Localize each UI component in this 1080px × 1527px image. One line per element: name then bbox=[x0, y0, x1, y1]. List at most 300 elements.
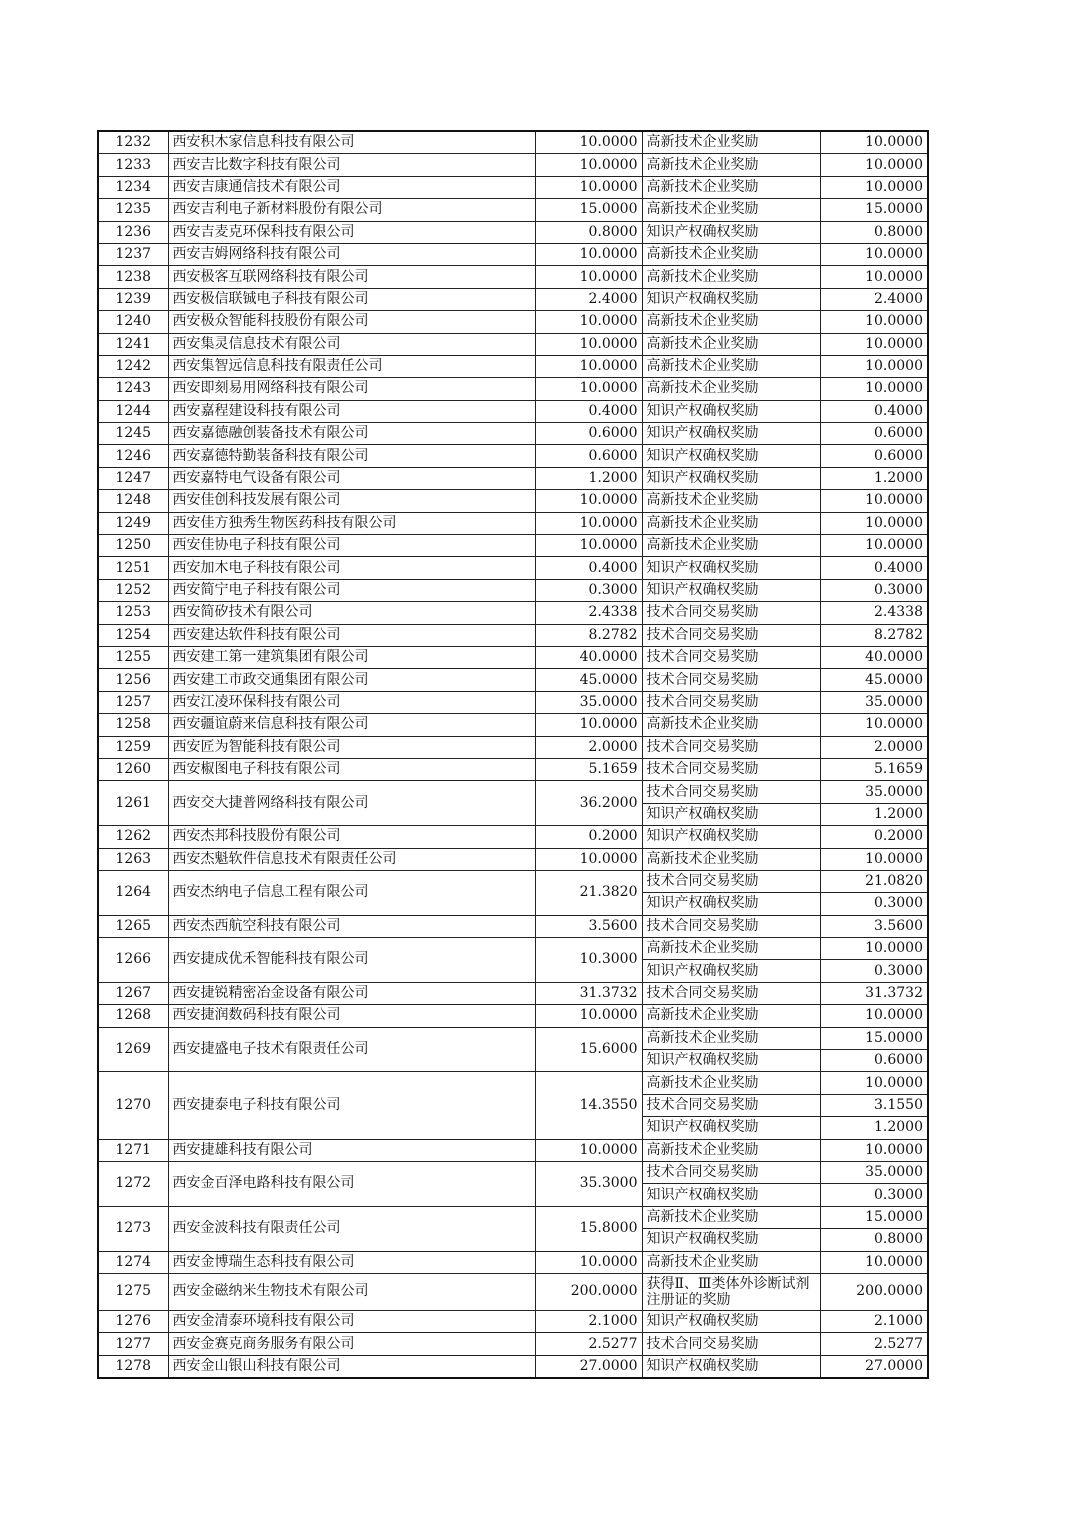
company-name: 西安极众智能科技股份有限公司 bbox=[168, 311, 535, 333]
award-amount: 200.0000 bbox=[820, 1273, 928, 1310]
award-type: 高新技术企业奖励 bbox=[642, 535, 820, 557]
award-type: 技术合同交易奖励 bbox=[642, 1161, 820, 1183]
table-row bbox=[98, 333, 928, 355]
row-number: 1265 bbox=[98, 915, 168, 937]
award-type: 高新技术企业奖励 bbox=[642, 490, 820, 512]
award-type: 高新技术企业奖励 bbox=[642, 199, 820, 221]
award-type: 知识产权确权奖励 bbox=[642, 557, 820, 579]
award-amount: 2.1000 bbox=[820, 1310, 928, 1332]
award-amount: 5.1659 bbox=[820, 758, 928, 780]
company-name: 西安杰邦科技股份有限公司 bbox=[168, 826, 535, 848]
award-amount: 35.0000 bbox=[820, 1161, 928, 1183]
award-amount: 10.0000 bbox=[820, 1139, 928, 1161]
award-amount: 10.0000 bbox=[820, 1251, 928, 1273]
company-name: 西安极信联铖电子科技有限公司 bbox=[168, 288, 535, 310]
award-type: 技术合同交易奖励 bbox=[642, 691, 820, 713]
row-number: 1276 bbox=[98, 1310, 168, 1332]
award-amount: 10.0000 bbox=[820, 490, 928, 512]
table-row bbox=[98, 579, 928, 601]
award-type: 技术合同交易奖励 bbox=[642, 1094, 820, 1116]
row-number: 1259 bbox=[98, 736, 168, 758]
company-name: 西安捷润数码科技有限公司 bbox=[168, 1005, 535, 1027]
award-amount: 0.6000 bbox=[820, 1050, 928, 1072]
company-name: 西安金磁纳米生物技术有限公司 bbox=[168, 1273, 535, 1310]
award-amount: 1.2000 bbox=[820, 467, 928, 489]
award-type: 高新技术企业奖励 bbox=[642, 848, 820, 870]
total-amount: 36.2000 bbox=[535, 781, 642, 826]
award-type: 技术合同交易奖励 bbox=[642, 624, 820, 646]
total-amount: 0.6000 bbox=[535, 445, 642, 467]
company-name: 西安建工第一建筑集团有限公司 bbox=[168, 646, 535, 668]
total-amount: 2.0000 bbox=[535, 736, 642, 758]
award-type: 知识产权确权奖励 bbox=[642, 803, 820, 825]
total-amount: 3.5600 bbox=[535, 915, 642, 937]
total-amount: 2.4000 bbox=[535, 288, 642, 310]
award-type: 知识产权确权奖励 bbox=[642, 893, 820, 915]
table-row bbox=[98, 826, 928, 848]
award-amount: 21.0820 bbox=[820, 870, 928, 892]
company-name: 西安杰魁软件信息技术有限责任公司 bbox=[168, 848, 535, 870]
award-amount: 3.1550 bbox=[820, 1094, 928, 1116]
total-amount: 2.5277 bbox=[535, 1333, 642, 1355]
table-row bbox=[98, 400, 928, 422]
table-row bbox=[98, 624, 928, 646]
award-type: 高新技术企业奖励 bbox=[642, 131, 820, 154]
row-number: 1233 bbox=[98, 154, 168, 176]
award-type: 高新技术企业奖励 bbox=[642, 1251, 820, 1273]
award-amount: 0.3000 bbox=[820, 579, 928, 601]
company-name: 西安嘉德融创装备技术有限公司 bbox=[168, 423, 535, 445]
company-name: 西安匠为智能科技有限公司 bbox=[168, 736, 535, 758]
table-row bbox=[98, 1206, 928, 1228]
award-amount: 15.0000 bbox=[820, 1206, 928, 1228]
row-number: 1260 bbox=[98, 758, 168, 780]
award-type: 知识产权确权奖励 bbox=[642, 579, 820, 601]
total-amount: 35.0000 bbox=[535, 691, 642, 713]
row-number: 1278 bbox=[98, 1355, 168, 1378]
award-amount: 10.0000 bbox=[820, 131, 928, 154]
table-row bbox=[98, 378, 928, 400]
company-name: 西安江凌环保科技有限公司 bbox=[168, 691, 535, 713]
company-name: 西安金清泰环境科技有限公司 bbox=[168, 1310, 535, 1332]
company-name: 西安吉利电子新材料股份有限公司 bbox=[168, 199, 535, 221]
company-name: 西安建工市政交通集团有限公司 bbox=[168, 669, 535, 691]
award-type: 技术合同交易奖励 bbox=[642, 602, 820, 624]
award-amount: 0.2000 bbox=[820, 826, 928, 848]
award-amount: 0.8000 bbox=[820, 221, 928, 243]
award-type: 技术合同交易奖励 bbox=[642, 758, 820, 780]
company-name: 西安集灵信息技术有限公司 bbox=[168, 333, 535, 355]
award-amount: 0.3000 bbox=[820, 893, 928, 915]
total-amount: 0.4000 bbox=[535, 557, 642, 579]
award-type: 技术合同交易奖励 bbox=[642, 646, 820, 668]
total-amount: 10.0000 bbox=[535, 311, 642, 333]
total-amount: 10.0000 bbox=[535, 1139, 642, 1161]
row-number: 1238 bbox=[98, 266, 168, 288]
row-number: 1237 bbox=[98, 243, 168, 265]
award-type: 技术合同交易奖励 bbox=[642, 870, 820, 892]
table-row bbox=[98, 1072, 928, 1094]
award-amount: 40.0000 bbox=[820, 646, 928, 668]
table-row bbox=[98, 870, 928, 892]
total-amount: 10.0000 bbox=[535, 1251, 642, 1273]
total-amount: 200.0000 bbox=[535, 1273, 642, 1310]
award-type: 知识产权确权奖励 bbox=[642, 1184, 820, 1206]
award-amount: 10.0000 bbox=[820, 535, 928, 557]
company-name: 西安吉麦克环保科技有限公司 bbox=[168, 221, 535, 243]
table-row bbox=[98, 1027, 928, 1049]
award-type: 高新技术企业奖励 bbox=[642, 1206, 820, 1228]
company-name: 西安吉康通信技术有限公司 bbox=[168, 176, 535, 198]
total-amount: 0.8000 bbox=[535, 221, 642, 243]
table-row bbox=[98, 1355, 928, 1378]
award-amount: 35.0000 bbox=[820, 691, 928, 713]
table-row bbox=[98, 490, 928, 512]
row-number: 1256 bbox=[98, 669, 168, 691]
table-row bbox=[98, 154, 928, 176]
award-amount: 0.3000 bbox=[820, 1184, 928, 1206]
row-number: 1234 bbox=[98, 176, 168, 198]
total-amount: 10.3000 bbox=[535, 938, 642, 983]
total-amount: 27.0000 bbox=[535, 1355, 642, 1378]
table-row bbox=[98, 669, 928, 691]
table-row bbox=[98, 1139, 928, 1161]
total-amount: 2.1000 bbox=[535, 1310, 642, 1332]
company-name: 西安捷锐精密冶金设备有限公司 bbox=[168, 982, 535, 1004]
award-amount: 10.0000 bbox=[820, 176, 928, 198]
award-table bbox=[97, 130, 929, 1379]
company-name: 西安佳创科技发展有限公司 bbox=[168, 490, 535, 512]
row-number: 1254 bbox=[98, 624, 168, 646]
award-type: 技术合同交易奖励 bbox=[642, 736, 820, 758]
award-type: 知识产权确权奖励 bbox=[642, 1355, 820, 1378]
table-row bbox=[98, 1333, 928, 1355]
award-type: 高新技术企业奖励 bbox=[642, 154, 820, 176]
total-amount: 8.2782 bbox=[535, 624, 642, 646]
row-number: 1266 bbox=[98, 938, 168, 983]
row-number: 1257 bbox=[98, 691, 168, 713]
total-amount: 10.0000 bbox=[535, 266, 642, 288]
award-type: 知识产权确权奖励 bbox=[642, 1310, 820, 1332]
total-amount: 0.3000 bbox=[535, 579, 642, 601]
total-amount: 21.3820 bbox=[535, 870, 642, 915]
table-row bbox=[98, 1251, 928, 1273]
award-amount: 2.5277 bbox=[820, 1333, 928, 1355]
company-name: 西安疆谊蔚来信息科技有限公司 bbox=[168, 714, 535, 736]
table-row bbox=[98, 311, 928, 333]
award-amount: 45.0000 bbox=[820, 669, 928, 691]
total-amount: 0.4000 bbox=[535, 400, 642, 422]
table-row bbox=[98, 176, 928, 198]
total-amount: 10.0000 bbox=[535, 131, 642, 154]
table-row bbox=[98, 288, 928, 310]
table-row bbox=[98, 199, 928, 221]
row-number: 1277 bbox=[98, 1333, 168, 1355]
company-name: 西安金赛克商务服务有限公司 bbox=[168, 1333, 535, 1355]
row-number: 1250 bbox=[98, 535, 168, 557]
award-amount: 10.0000 bbox=[820, 355, 928, 377]
award-type: 高新技术企业奖励 bbox=[642, 1072, 820, 1094]
company-name: 西安建达软件科技有限公司 bbox=[168, 624, 535, 646]
award-type: 高新技术企业奖励 bbox=[642, 512, 820, 534]
row-number: 1240 bbox=[98, 311, 168, 333]
company-name: 西安杰西航空科技有限公司 bbox=[168, 915, 535, 937]
company-name: 西安吉姆网络科技有限公司 bbox=[168, 243, 535, 265]
company-name: 西安加木电子科技有限公司 bbox=[168, 557, 535, 579]
row-number: 1247 bbox=[98, 467, 168, 489]
company-name: 西安金山银山科技有限公司 bbox=[168, 1355, 535, 1378]
total-amount: 35.3000 bbox=[535, 1161, 642, 1206]
award-amount: 31.3732 bbox=[820, 982, 928, 1004]
award-type: 高新技术企业奖励 bbox=[642, 311, 820, 333]
row-number: 1275 bbox=[98, 1273, 168, 1310]
row-number: 1272 bbox=[98, 1161, 168, 1206]
award-type: 技术合同交易奖励 bbox=[642, 669, 820, 691]
award-type: 高新技术企业奖励 bbox=[642, 243, 820, 265]
row-number: 1244 bbox=[98, 400, 168, 422]
award-amount: 10.0000 bbox=[820, 154, 928, 176]
award-type: 高新技术企业奖励 bbox=[642, 1139, 820, 1161]
company-name: 西安集智远信息科技有限责任公司 bbox=[168, 355, 535, 377]
award-amount: 10.0000 bbox=[820, 378, 928, 400]
company-name: 西安捷成优禾智能科技有限公司 bbox=[168, 938, 535, 983]
award-type: 获得Ⅱ、Ⅲ类体外诊断试剂注册证的奖励 bbox=[642, 1273, 820, 1310]
total-amount: 10.0000 bbox=[535, 490, 642, 512]
award-type: 知识产权确权奖励 bbox=[642, 1050, 820, 1072]
row-number: 1243 bbox=[98, 378, 168, 400]
company-name: 西安捷泰电子科技有限公司 bbox=[168, 1072, 535, 1139]
table-row bbox=[98, 467, 928, 489]
award-type: 高新技术企业奖励 bbox=[642, 1005, 820, 1027]
award-amount: 10.0000 bbox=[820, 512, 928, 534]
award-type: 知识产权确权奖励 bbox=[642, 1117, 820, 1139]
award-amount: 10.0000 bbox=[820, 243, 928, 265]
total-amount: 10.0000 bbox=[535, 848, 642, 870]
total-amount: 10.0000 bbox=[535, 154, 642, 176]
table-row bbox=[98, 646, 928, 668]
row-number: 1262 bbox=[98, 826, 168, 848]
total-amount: 15.0000 bbox=[535, 199, 642, 221]
award-type: 高新技术企业奖励 bbox=[642, 714, 820, 736]
table-row bbox=[98, 1005, 928, 1027]
company-name: 西安即刻易用网络科技有限公司 bbox=[168, 378, 535, 400]
row-number: 1252 bbox=[98, 579, 168, 601]
table-row bbox=[98, 266, 928, 288]
award-amount: 0.4000 bbox=[820, 400, 928, 422]
award-type: 知识产权确权奖励 bbox=[642, 445, 820, 467]
award-amount: 10.0000 bbox=[820, 1005, 928, 1027]
table-row bbox=[98, 938, 928, 960]
award-type: 高新技术企业奖励 bbox=[642, 378, 820, 400]
award-type: 知识产权确权奖励 bbox=[642, 826, 820, 848]
total-amount: 40.0000 bbox=[535, 646, 642, 668]
table-row bbox=[98, 355, 928, 377]
company-name: 西安金波科技有限责任公司 bbox=[168, 1206, 535, 1251]
award-amount: 10.0000 bbox=[820, 1072, 928, 1094]
company-name: 西安嘉特电气设备有限公司 bbox=[168, 467, 535, 489]
award-amount: 15.0000 bbox=[820, 1027, 928, 1049]
table-row bbox=[98, 714, 928, 736]
row-number: 1273 bbox=[98, 1206, 168, 1251]
total-amount: 0.6000 bbox=[535, 423, 642, 445]
award-amount: 8.2782 bbox=[820, 624, 928, 646]
award-amount: 0.8000 bbox=[820, 1229, 928, 1251]
row-number: 1239 bbox=[98, 288, 168, 310]
total-amount: 10.0000 bbox=[535, 355, 642, 377]
company-name: 西安佳协电子科技有限公司 bbox=[168, 535, 535, 557]
award-type: 技术合同交易奖励 bbox=[642, 982, 820, 1004]
award-amount: 35.0000 bbox=[820, 781, 928, 803]
company-name: 西安嘉程建设科技有限公司 bbox=[168, 400, 535, 422]
total-amount: 10.0000 bbox=[535, 512, 642, 534]
company-name: 西安吉比数字科技有限公司 bbox=[168, 154, 535, 176]
table-row bbox=[98, 691, 928, 713]
row-number: 1253 bbox=[98, 602, 168, 624]
table-row bbox=[98, 982, 928, 1004]
company-name: 西安极客互联网络科技有限公司 bbox=[168, 266, 535, 288]
award-amount: 10.0000 bbox=[820, 266, 928, 288]
award-type: 高新技术企业奖励 bbox=[642, 333, 820, 355]
award-amount: 10.0000 bbox=[820, 333, 928, 355]
award-amount: 10.0000 bbox=[820, 311, 928, 333]
company-name: 西安佳方独秀生物医药科技有限公司 bbox=[168, 512, 535, 534]
row-number: 1248 bbox=[98, 490, 168, 512]
table-row bbox=[98, 557, 928, 579]
row-number: 1263 bbox=[98, 848, 168, 870]
award-amount: 0.3000 bbox=[820, 960, 928, 982]
total-amount: 45.0000 bbox=[535, 669, 642, 691]
total-amount: 2.4338 bbox=[535, 602, 642, 624]
row-number: 1246 bbox=[98, 445, 168, 467]
total-amount: 15.6000 bbox=[535, 1027, 642, 1072]
award-amount: 15.0000 bbox=[820, 199, 928, 221]
row-number: 1251 bbox=[98, 557, 168, 579]
award-type: 知识产权确权奖励 bbox=[642, 960, 820, 982]
award-type: 知识产权确权奖励 bbox=[642, 423, 820, 445]
total-amount: 10.0000 bbox=[535, 378, 642, 400]
table-row bbox=[98, 535, 928, 557]
company-name: 西安金博瑞生态科技有限公司 bbox=[168, 1251, 535, 1273]
row-number: 1245 bbox=[98, 423, 168, 445]
company-name: 西安交大捷普网络科技有限公司 bbox=[168, 781, 535, 826]
table-row bbox=[98, 1310, 928, 1332]
row-number: 1269 bbox=[98, 1027, 168, 1072]
award-amount: 2.0000 bbox=[820, 736, 928, 758]
row-number: 1235 bbox=[98, 199, 168, 221]
total-amount: 15.8000 bbox=[535, 1206, 642, 1251]
row-number: 1255 bbox=[98, 646, 168, 668]
row-number: 1270 bbox=[98, 1072, 168, 1139]
total-amount: 10.0000 bbox=[535, 176, 642, 198]
award-table-body bbox=[98, 131, 928, 1378]
total-amount: 1.2000 bbox=[535, 467, 642, 489]
company-name: 西安嘉德特勤装备科技有限公司 bbox=[168, 445, 535, 467]
total-amount: 10.0000 bbox=[535, 333, 642, 355]
table-row bbox=[98, 848, 928, 870]
award-type: 知识产权确权奖励 bbox=[642, 400, 820, 422]
company-name: 西安金百泽电路科技有限公司 bbox=[168, 1161, 535, 1206]
table-row bbox=[98, 512, 928, 534]
award-amount: 0.4000 bbox=[820, 557, 928, 579]
award-type: 知识产权确权奖励 bbox=[642, 1229, 820, 1251]
company-name: 西安椒图电子科技有限公司 bbox=[168, 758, 535, 780]
row-number: 1261 bbox=[98, 781, 168, 826]
award-amount: 27.0000 bbox=[820, 1355, 928, 1378]
award-type: 高新技术企业奖励 bbox=[642, 1027, 820, 1049]
company-name: 西安捷雄科技有限公司 bbox=[168, 1139, 535, 1161]
table-row bbox=[98, 243, 928, 265]
row-number: 1258 bbox=[98, 714, 168, 736]
award-type: 知识产权确权奖励 bbox=[642, 467, 820, 489]
table-row bbox=[98, 131, 928, 154]
row-number: 1241 bbox=[98, 333, 168, 355]
total-amount: 5.1659 bbox=[535, 758, 642, 780]
award-type: 高新技术企业奖励 bbox=[642, 355, 820, 377]
row-number: 1267 bbox=[98, 982, 168, 1004]
award-type: 高新技术企业奖励 bbox=[642, 938, 820, 960]
total-amount: 10.0000 bbox=[535, 1005, 642, 1027]
company-name: 西安积木家信息科技有限公司 bbox=[168, 131, 535, 154]
company-name: 西安杰纳电子信息工程有限公司 bbox=[168, 870, 535, 915]
total-amount: 14.3550 bbox=[535, 1072, 642, 1139]
award-type: 高新技术企业奖励 bbox=[642, 266, 820, 288]
company-name: 西安简宁电子科技有限公司 bbox=[168, 579, 535, 601]
row-number: 1242 bbox=[98, 355, 168, 377]
table-row bbox=[98, 915, 928, 937]
award-amount: 3.5600 bbox=[820, 915, 928, 937]
award-amount: 1.2000 bbox=[820, 1117, 928, 1139]
award-type: 技术合同交易奖励 bbox=[642, 781, 820, 803]
row-number: 1268 bbox=[98, 1005, 168, 1027]
company-name: 西安捷盛电子技术有限责任公司 bbox=[168, 1027, 535, 1072]
award-type: 技术合同交易奖励 bbox=[642, 1333, 820, 1355]
award-type: 知识产权确权奖励 bbox=[642, 221, 820, 243]
table-row bbox=[98, 758, 928, 780]
row-number: 1274 bbox=[98, 1251, 168, 1273]
table-row bbox=[98, 221, 928, 243]
award-amount: 0.6000 bbox=[820, 423, 928, 445]
award-amount: 10.0000 bbox=[820, 714, 928, 736]
company-name: 西安简矽技术有限公司 bbox=[168, 602, 535, 624]
award-amount: 2.4000 bbox=[820, 288, 928, 310]
total-amount: 10.0000 bbox=[535, 535, 642, 557]
table-row bbox=[98, 445, 928, 467]
award-type: 知识产权确权奖励 bbox=[642, 288, 820, 310]
total-amount: 10.0000 bbox=[535, 714, 642, 736]
table-row bbox=[98, 736, 928, 758]
table-row bbox=[98, 602, 928, 624]
row-number: 1232 bbox=[98, 131, 168, 154]
award-amount: 2.4338 bbox=[820, 602, 928, 624]
row-number: 1249 bbox=[98, 512, 168, 534]
award-type: 高新技术企业奖励 bbox=[642, 176, 820, 198]
row-number: 1236 bbox=[98, 221, 168, 243]
table-row bbox=[98, 423, 928, 445]
total-amount: 31.3732 bbox=[535, 982, 642, 1004]
award-amount: 0.6000 bbox=[820, 445, 928, 467]
award-type: 技术合同交易奖励 bbox=[642, 915, 820, 937]
award-amount: 10.0000 bbox=[820, 848, 928, 870]
total-amount: 10.0000 bbox=[535, 243, 642, 265]
award-amount: 10.0000 bbox=[820, 938, 928, 960]
table-row bbox=[98, 1273, 928, 1310]
row-number: 1271 bbox=[98, 1139, 168, 1161]
row-number: 1264 bbox=[98, 870, 168, 915]
total-amount: 0.2000 bbox=[535, 826, 642, 848]
award-amount: 1.2000 bbox=[820, 803, 928, 825]
table-row bbox=[98, 1161, 928, 1183]
table-row bbox=[98, 781, 928, 803]
